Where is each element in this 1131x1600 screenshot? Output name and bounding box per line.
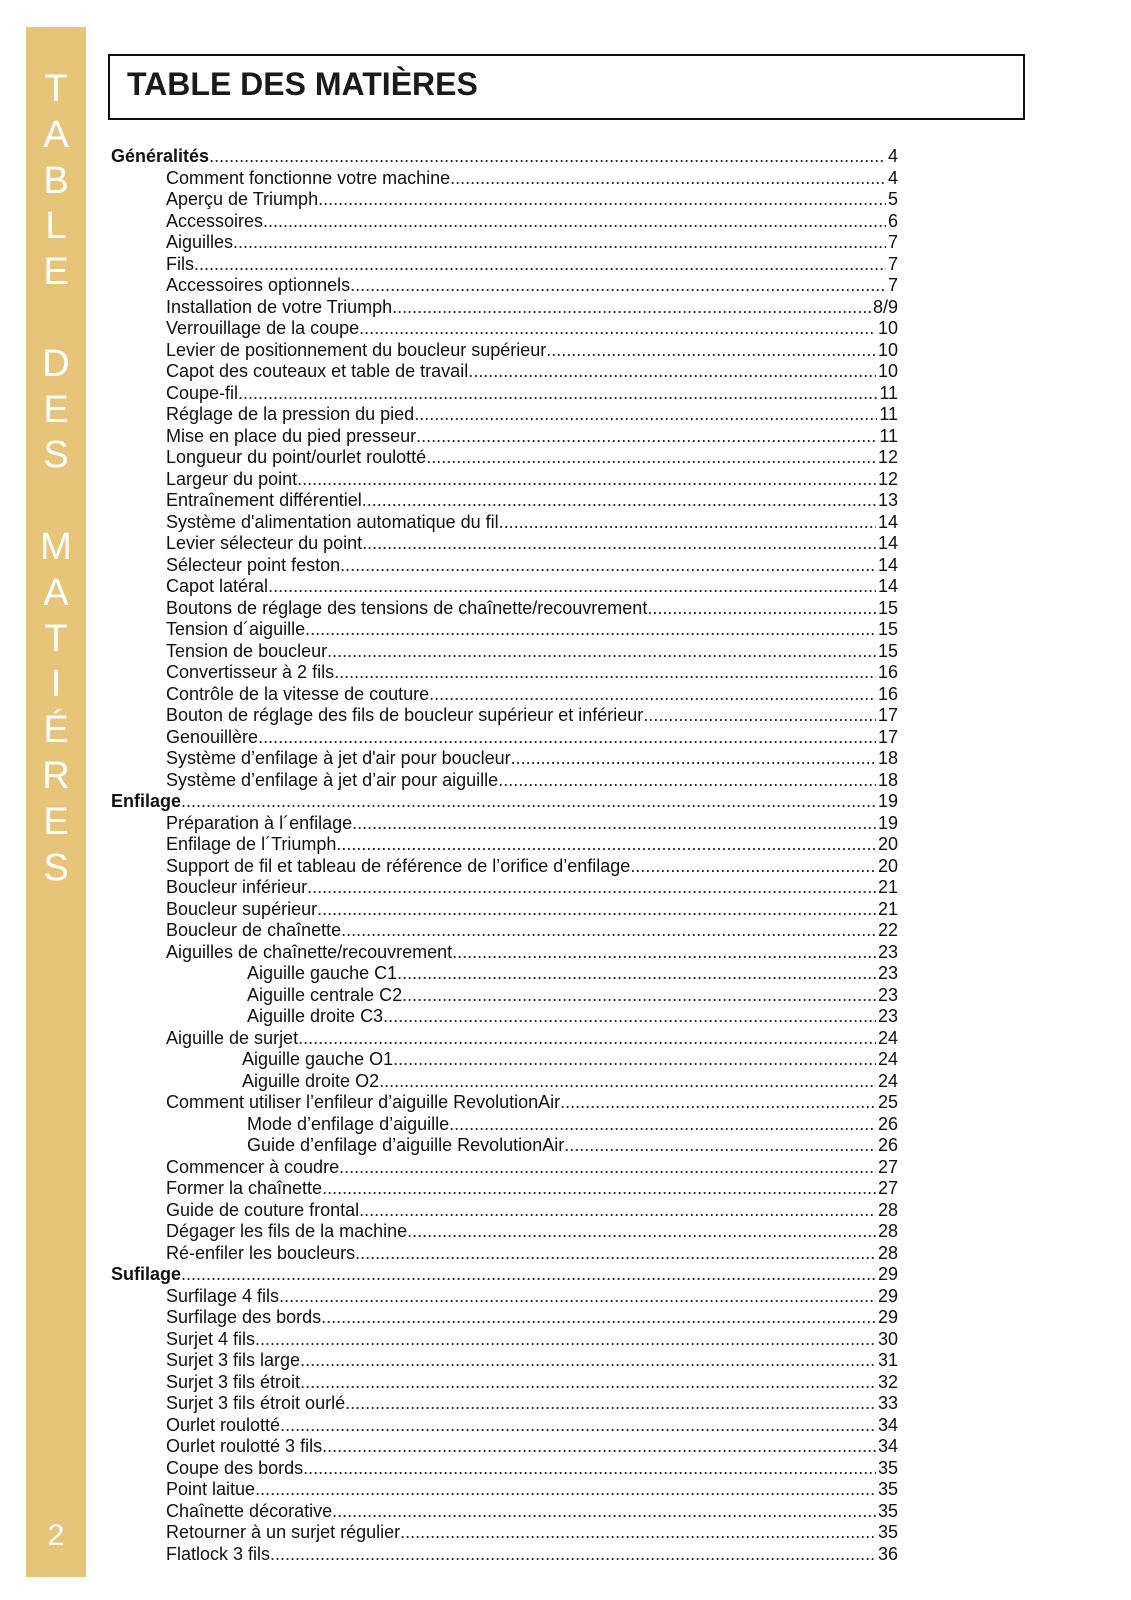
toc-entry-page: 22 [877,920,898,940]
toc-entry[interactable] [111,1436,898,1458]
toc-entry-page: 12 [877,447,898,467]
toc-dot-leader [450,168,886,190]
toc-entry-page: 10 [877,318,898,338]
toc-entry-page: 24 [877,1049,898,1069]
toc-entry-label: Commencer à coudre [166,1156,340,1177]
toc-entry[interactable] [111,641,898,663]
toc-entry-label: Surfilage des bords [166,1307,322,1327]
toc-entry[interactable] [111,748,898,770]
toc-dot-leader [468,361,876,383]
toc-entry-label: Aiguille centrale C2 [247,984,403,1005]
toc-dot-leader [209,146,886,168]
toc-entry-page: 10 [877,339,898,360]
toc-entry-label: Surjet 4 fils [166,1328,256,1349]
toc-entry-label: Accessoires optionnels [166,275,351,295]
toc-entry-page: 11 [879,382,898,403]
toc-entry-page: 23 [877,963,898,983]
toc-entry-label: Mise en place du pied presseur [166,425,417,446]
sidebar-letter: S [43,434,69,477]
toc-entry-label: Levier sélecteur du point [166,533,363,553]
toc-dot-leader [334,662,876,684]
toc-entry-label: Réglage de la pression du pied [166,404,415,424]
toc-entry-label: Installation de votre Triumph [166,296,393,317]
toc-entry-page: 21 [877,877,898,897]
sidebar-letter: E [43,251,69,294]
toc-entry[interactable] [111,168,898,190]
toc-dot-leader [359,1200,876,1222]
toc-dot-leader [321,1307,876,1329]
toc-entry[interactable] [111,684,898,706]
toc-entry[interactable] [111,1501,898,1523]
toc-dot-leader [303,1458,876,1480]
toc-dot-leader [647,598,876,620]
toc-entry-label: Longueur du point/ourlet roulotté [166,447,427,467]
toc-entry[interactable] [111,447,898,469]
sidebar-letter: S [43,846,69,889]
toc-entry-label: Coupe-fil [166,382,239,403]
toc-dot-leader [233,232,886,254]
toc-entry[interactable] [111,1544,898,1566]
toc-entry-label: Surjet 3 fils large [166,1350,301,1370]
toc-dot-leader [263,211,886,233]
toc-entry-page: 27 [877,1156,898,1177]
toc-entry-page: 13 [877,490,898,510]
toc-entry-label: Système d'alimentation automatique du fil [166,511,499,532]
toc-entry[interactable] [111,1135,898,1157]
toc-dot-leader [564,1135,876,1157]
toc-entry-page: 16 [877,662,898,682]
toc-entry-label: Largeur du point [166,468,298,489]
toc-entry[interactable] [111,813,898,835]
toc-dot-leader [362,490,876,512]
toc-entry[interactable] [111,770,898,792]
toc-dot-leader [400,1522,876,1544]
toc-entry-page: 28 [877,1221,898,1241]
toc-dot-leader [546,340,876,362]
toc-dot-leader [383,1006,876,1028]
toc-entry[interactable] [111,1221,898,1243]
toc-dot-leader [393,1049,876,1071]
toc-dot-leader [181,1264,876,1286]
toc-entry-label: Aiguille gauche O1 [242,1049,394,1069]
toc-dot-leader [352,813,876,835]
toc-dot-leader [336,834,876,856]
toc-entry[interactable] [111,555,898,577]
toc-entry-label: Convertisseur à 2 fils [166,662,335,682]
toc-entry-page: 27 [877,1178,898,1198]
toc-entry-page: 21 [877,898,898,919]
toc-entry-page: 28 [877,1242,898,1263]
toc-entry[interactable] [111,1200,898,1222]
toc-dot-leader [238,383,877,405]
toc-dot-leader [332,1501,876,1523]
toc-entry-label: Aiguilles de chaînette/recouvrement [166,941,453,962]
toc-entry-page: 24 [877,1027,898,1048]
toc-entry-page: 15 [877,640,898,661]
toc-entry[interactable] [111,1393,898,1415]
toc-dot-leader [359,318,876,340]
toc-dot-leader [270,1544,876,1566]
toc-entry-label: Aperçu de Triumph [166,189,319,209]
toc-entry-page: 6 [887,210,898,231]
toc-entry-label: Accessoires [166,210,264,231]
toc-entry-label: Aiguille de surjet [166,1027,299,1048]
toc-entry-label: Guide de couture frontal [166,1199,360,1220]
toc-entry-page: 12 [877,468,898,489]
toc-dot-leader [416,426,877,448]
toc-entry[interactable] [111,1415,898,1437]
toc-entry-label: Entraînement différentiel [166,490,362,510]
toc-entry-label: Généralités [111,146,210,166]
toc-entry-label: Verrouillage de la coupe [166,318,360,338]
toc-dot-leader [340,555,876,577]
toc-entry-page: 7 [887,253,898,274]
toc-dot-leader [339,1157,876,1179]
toc-entry[interactable] [111,533,898,555]
toc-entry-page: 8/9 [872,296,898,317]
toc-entry-label: Boucleur supérieur [166,898,318,919]
sidebar-letter: D [42,342,70,385]
toc-entry-label: Support de fil et tableau de référence de l’orifice d’enfilage [166,855,631,876]
title-box [108,54,1025,120]
toc-entry-label: Aiguille droite C3 [247,1006,384,1026]
toc-entry-label: Ré-enfiler les boucleurs [166,1242,356,1263]
sidebar-letter: T [44,617,68,660]
toc-entry-label: Levier de positionnement du boucleur supérieur [166,339,547,360]
toc-entry-page: 16 [877,683,898,704]
toc-entry-label: Tension d´aiguille [166,619,306,639]
toc-dot-leader [499,512,876,534]
toc-dot-leader [255,1329,876,1351]
toc-dot-leader [630,856,876,878]
toc-dot-leader [397,963,876,985]
sidebar-letter: E [43,800,69,843]
toc-entry[interactable] [111,1286,898,1308]
toc-entry[interactable] [111,1114,898,1136]
toc-entry-label: Préparation à l´enfilage [166,812,353,833]
toc-entry-page: 11 [879,425,898,446]
toc-dot-leader [322,1178,876,1200]
toc-entry[interactable] [111,254,898,276]
toc-entry-label: Boucleur de chaînette [166,920,342,940]
toc-entry-label: Surjet 3 fils étroit ourlé [166,1393,346,1413]
toc-dot-leader [297,469,876,491]
toc-dot-leader [511,748,876,770]
toc-entry-label: Genouillère [166,726,259,747]
toc-entry-label: Sélecteur point feston [166,554,341,575]
toc-entry-page: 20 [877,834,898,854]
toc-entry[interactable] [111,1092,898,1114]
toc-dot-leader [560,1092,876,1114]
toc-entry-page: 14 [877,533,898,553]
toc-entry-label: Enfilage de l´Triumph [166,834,337,854]
toc-entry-label: Retourner à un surjet régulier [166,1522,401,1542]
toc-entry[interactable] [111,985,898,1007]
toc-entry[interactable] [111,877,898,899]
toc-entry-label: Guide d’enfilage d’aiguille RevolutionAir [247,1135,565,1155]
toc-entry[interactable] [111,1479,898,1501]
toc-dot-leader [317,899,876,921]
toc-entry-page: 18 [877,769,898,790]
toc-entry-label: Ourlet roulotté [166,1414,281,1435]
sidebar-letter: B [43,159,69,202]
toc-dot-leader [300,1350,876,1372]
toc-dot-leader [362,533,876,555]
toc-entry-page: 20 [877,855,898,876]
toc-entry[interactable] [111,1307,898,1329]
toc-entry-page: 19 [877,791,898,811]
toc-dot-leader [322,1436,876,1458]
toc-entry-page: 18 [877,748,898,768]
toc-entry[interactable] [111,942,898,964]
toc-entry-label: Comment fonctionne votre machine [166,167,451,188]
sidebar-letter: E [43,388,69,431]
toc-dot-leader [379,1071,876,1093]
toc-entry[interactable] [111,1372,898,1394]
toc-entry-page: 35 [877,1522,898,1542]
toc-entry-label: Chaînette décorative [166,1500,333,1521]
table-of-contents [111,146,898,1565]
toc-entry-page: 30 [877,1328,898,1349]
toc-entry[interactable] [111,490,898,512]
toc-entry-page: 34 [877,1436,898,1456]
toc-entry[interactable] [111,791,898,813]
toc-entry-label: Former la chaînette [166,1178,323,1198]
toc-entry[interactable] [111,619,898,641]
toc-dot-leader [407,1221,876,1243]
toc-entry-label: Capot latéral [166,576,269,596]
sidebar-band [26,27,86,1577]
toc-dot-leader [350,275,886,297]
toc-dot-leader [414,404,877,426]
toc-entry-page: 7 [887,275,898,295]
toc-dot-leader [643,705,876,727]
sidebar-letter: L [45,205,67,248]
sidebar-letter: T [44,68,68,110]
toc-entry-page: 29 [877,1307,898,1327]
toc-entry-label: Flatlock 3 fils [166,1543,271,1564]
toc-dot-leader [327,641,876,663]
toc-entry[interactable] [111,1458,898,1480]
toc-entry-page: 33 [877,1393,898,1413]
toc-entry-page: 35 [877,1457,898,1478]
toc-entry[interactable] [111,856,898,878]
toc-entry-page: 32 [877,1371,898,1392]
toc-entry-label: Sufilage [111,1264,182,1284]
toc-entry-label: Aiguilles [166,232,234,252]
page-title: TABLE DES MATIÈRES [127,66,478,102]
toc-dot-leader [255,1479,876,1501]
toc-entry-label: Fils [166,253,194,274]
toc-entry-page: 11 [879,404,898,424]
toc-entry-label: Enfilage [111,791,182,811]
toc-entry-label: Surjet 3 fils étroit [166,1371,301,1392]
toc-entry[interactable] [111,727,898,749]
sidebar-letter [26,296,86,342]
toc-entry[interactable] [111,834,898,856]
toc-entry-label: Dégager les fils de la machine [166,1221,408,1241]
toc-entry[interactable] [111,705,898,727]
toc-entry-label: Système d’enfilage à jet d’air pour aiguille [166,769,499,790]
toc-entry-page: 34 [877,1414,898,1435]
toc-entry-label: Boucleur inférieur [166,877,308,897]
toc-entry[interactable] [111,1049,898,1071]
toc-entry-label: Ourlet roulotté 3 fils [166,1436,323,1456]
toc-entry[interactable] [111,1350,898,1372]
toc-entry-page: 10 [877,361,898,381]
toc-entry-label: Comment utiliser l’enfileur d’aiguille RevolutionAir [166,1092,561,1112]
toc-dot-leader [426,447,876,469]
toc-entry[interactable] [111,662,898,684]
page-number: 2 [47,1519,65,1552]
toc-entry-label: Aiguille droite O2 [242,1070,380,1091]
toc-entry[interactable] [111,1264,898,1286]
toc-dot-leader [318,189,886,211]
toc-entry[interactable] [111,1178,898,1200]
toc-entry[interactable] [111,275,898,297]
toc-entry[interactable] [111,1157,898,1179]
toc-dot-leader [305,619,876,641]
toc-dot-leader [345,1393,876,1415]
toc-entry-page: 4 [887,146,898,166]
toc-entry[interactable] [111,383,898,405]
toc-entry-page: 14 [877,554,898,575]
toc-entry[interactable] [111,1028,898,1050]
toc-entry[interactable] [111,1243,898,1265]
toc-entry[interactable] [111,899,898,921]
toc-entry[interactable] [111,404,898,426]
sidebar-letter: A [43,113,69,156]
toc-entry-page: 36 [877,1543,898,1564]
toc-entry-page: 17 [877,705,898,725]
toc-entry-page: 29 [877,1285,898,1306]
toc-entry-page: 29 [877,1264,898,1284]
toc-entry[interactable] [111,963,898,985]
toc-entry-label: Point laitue [166,1479,256,1499]
toc-entry-page: 35 [877,1500,898,1521]
toc-entry[interactable] [111,361,898,383]
toc-entry-page: 4 [887,167,898,188]
toc-dot-leader [307,877,876,899]
toc-entry-page: 17 [877,726,898,747]
toc-entry-page: 24 [877,1070,898,1091]
sidebar-letter: M [40,525,72,568]
toc-entry-page: 23 [877,1006,898,1026]
sidebar-vertical-title [26,67,86,891]
toc-entry-page: 23 [877,984,898,1005]
toc-entry[interactable] [111,426,898,448]
toc-entry-page: 14 [877,511,898,532]
toc-entry[interactable] [111,1329,898,1351]
toc-entry-page: 23 [877,941,898,962]
toc-entry-label: Tension de boucleur [166,640,328,661]
toc-dot-leader [402,985,876,1007]
toc-dot-leader [355,1243,876,1265]
toc-entry-label: Système d’enfilage à jet d'air pour boucleur [166,748,511,768]
toc-entry[interactable] [111,232,898,254]
toc-entry-label: Coupe des bords [166,1457,304,1478]
toc-dot-leader [298,1028,876,1050]
toc-entry-page: 5 [887,189,898,209]
toc-entry-label: Aiguille gauche C1 [247,963,398,983]
toc-entry[interactable] [111,1006,898,1028]
toc-entry-page: 19 [877,812,898,833]
toc-entry-page: 14 [877,576,898,596]
toc-entry-page: 28 [877,1199,898,1220]
toc-entry[interactable] [111,189,898,211]
toc-entry-label: Surfilage 4 fils [166,1285,280,1306]
toc-entry[interactable] [111,576,898,598]
toc-dot-leader [392,297,871,319]
toc-entry-page: 15 [877,597,898,618]
toc-entry-label: Capot des couteaux et table de travail [166,361,469,381]
toc-entry-label: Mode d’enfilage d’aiguille [247,1113,450,1134]
toc-entry-page: 35 [877,1479,898,1499]
toc-entry[interactable] [111,211,898,233]
toc-entry-page: 25 [877,1092,898,1112]
sidebar-letter: I [50,663,62,706]
toc-dot-leader [429,684,876,706]
toc-entry-page: 15 [877,619,898,639]
sidebar-letter: R [42,754,70,797]
toc-dot-leader [498,770,876,792]
toc-entry[interactable] [111,297,898,319]
toc-dot-leader [181,791,876,813]
toc-dot-leader [341,920,876,942]
sidebar-letter [26,479,86,525]
toc-entry[interactable] [111,920,898,942]
toc-dot-leader [300,1372,876,1394]
toc-entry-label: Contrôle de la vitesse de couture [166,683,430,704]
toc-dot-leader [279,1286,876,1308]
toc-dot-leader [194,254,886,276]
toc-entry[interactable] [111,598,898,620]
toc-entry[interactable] [111,340,898,362]
toc-entry[interactable] [111,1071,898,1093]
toc-dot-leader [268,576,876,598]
toc-dot-leader [449,1114,876,1136]
toc-entry[interactable] [111,469,898,491]
toc-entry[interactable] [111,512,898,534]
toc-entry-page: 31 [877,1350,898,1370]
toc-entry-page: 26 [877,1135,898,1155]
toc-dot-leader [280,1415,876,1437]
toc-entry[interactable] [111,318,898,340]
toc-entry[interactable] [111,146,898,168]
toc-entry-label: Boutons de réglage des tensions de chaînette/recouvrement [166,597,648,618]
toc-dot-leader [258,727,876,749]
toc-dot-leader [452,942,876,964]
toc-entry-label: Bouton de réglage des fils de boucleur supérieur et inférieur [166,705,644,725]
toc-entry-page: 7 [887,232,898,252]
toc-entry[interactable] [111,1522,898,1544]
toc-entry-page: 26 [877,1113,898,1134]
sidebar-letter: É [43,709,69,752]
sidebar-letter: A [43,571,69,614]
